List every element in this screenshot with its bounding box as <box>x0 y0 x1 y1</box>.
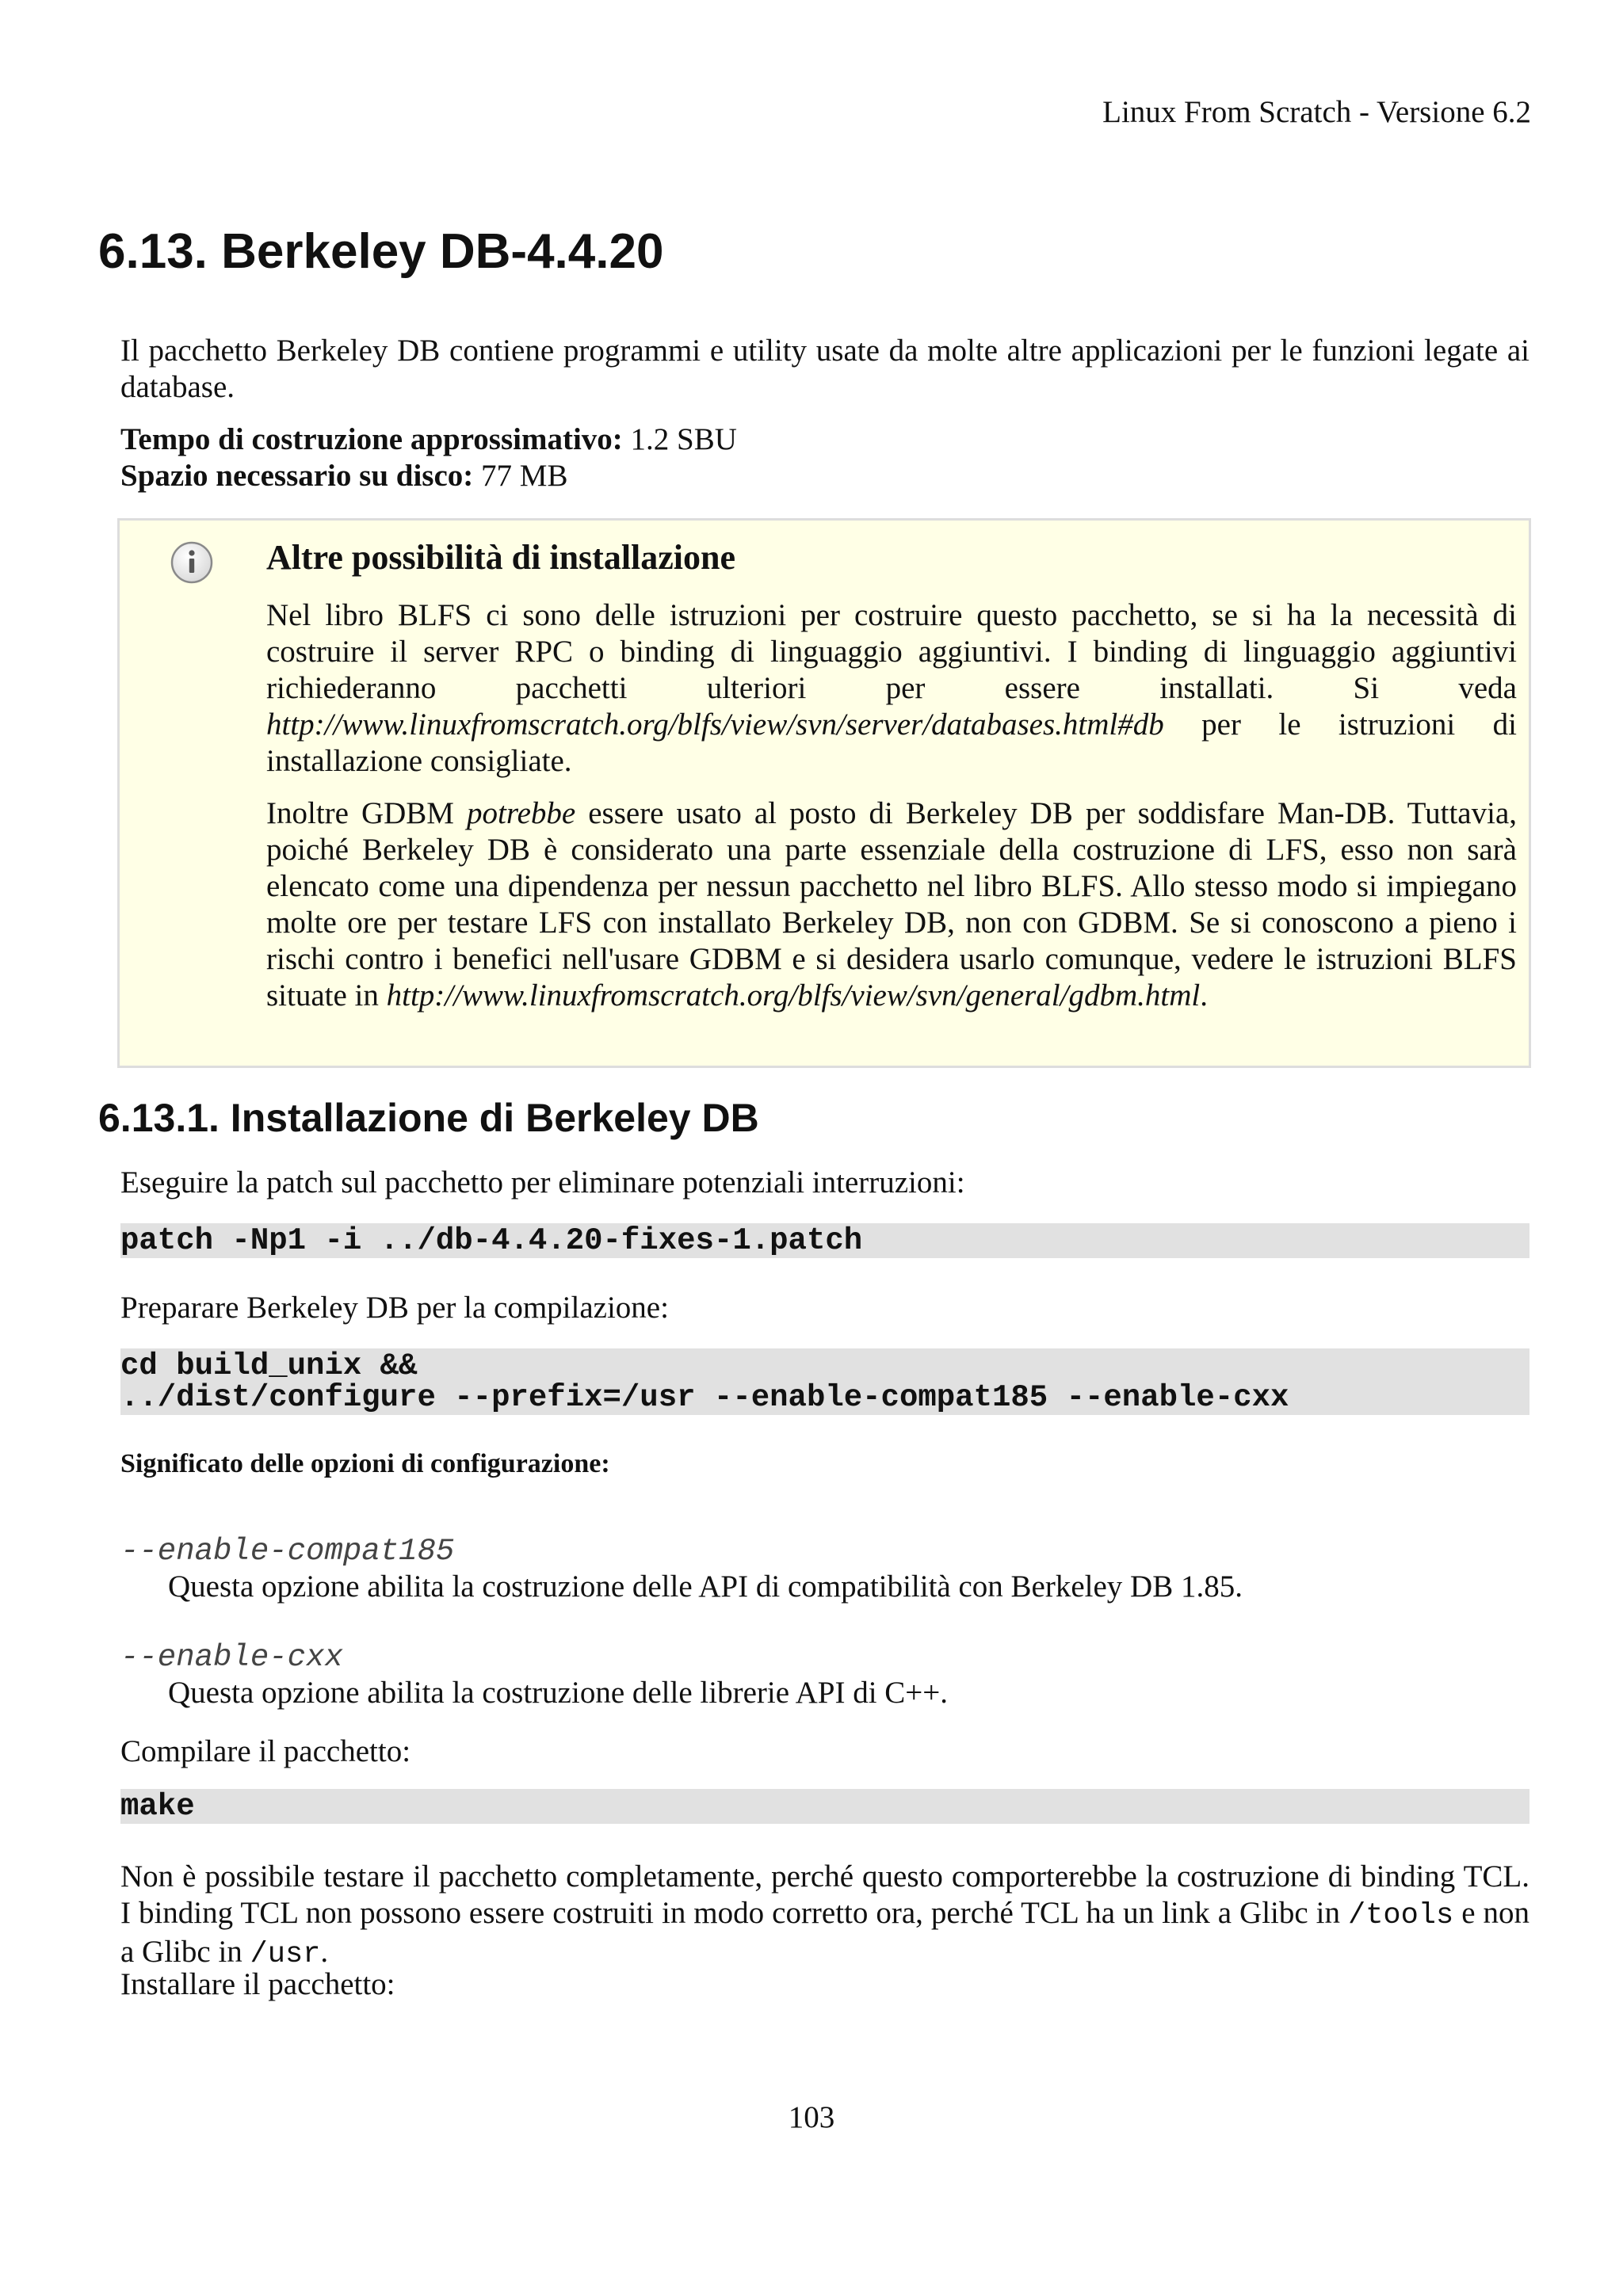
build-time-label: Tempo di costruzione approssimativo: <box>120 422 623 456</box>
test-note-middle: e non a Glibc in <box>120 1896 1529 1969</box>
disk-space <box>120 458 1529 494</box>
build-time-value: 1.2 SBU <box>622 422 737 456</box>
prepare-instruction: Preparare Berkeley DB per la compilazione: <box>120 1291 669 1325</box>
test-note-end: . <box>320 1935 329 1969</box>
note-paragraph-2 <box>266 795 1517 1014</box>
chapter-intro: Il pacchetto Berkeley DB contiene programmi e utility usate da molte altre applicazioni per le funzioni legate ai database. <box>120 334 1529 404</box>
blfs-gdbm-link[interactable]: http://www.linuxfromscratch.org/blfs/view/svn/general/gdbm.html <box>386 978 1201 1013</box>
note-p2-start: Inoltre GDBM <box>266 796 468 830</box>
compile-instruction: Compilare il pacchetto: <box>120 1734 411 1768</box>
disk-space-value: 77 MB <box>473 459 568 493</box>
note-paragraph-1 <box>266 597 1517 780</box>
info-icon <box>170 540 214 585</box>
section-title: 6.13.1. Installazione di Berkeley DB <box>98 1096 759 1140</box>
patch-command: patch -Np1 -i ../db-4.4.20-fixes-1.patch <box>120 1223 1529 1258</box>
page-number: 103 <box>788 2100 835 2134</box>
note-p2-middle: essere usato al posto di Berkeley DB per soddisfare Man-DB. Tuttavia, poiché Berkeley DB è considerato una parte essenziale della costruzione di LFS, esso non sarà elencato come una dipendenza per nessun pacchetto nel libro BLFS. Allo stesso modo si impiegano molte ore per testare LFS con installato Berkeley DB, non con GDBM. Se si conoscono a pieno i rischi contro i benefici nell'usare GDBM e si desidera usarlo comunque, vedere le istruzioni BLFS situate in <box>266 796 1518 1013</box>
option-desc-cxx: Questa opzione abilita la costruzione delle librerie API di C++. <box>168 1676 949 1710</box>
test-note-paragraph <box>120 1859 1529 1973</box>
package-meta <box>120 421 1529 494</box>
running-header: Linux From Scratch - Versione 6.2 <box>1102 95 1531 129</box>
note-p1-end: per le istruzioni di installazione consigliate. <box>266 707 1517 778</box>
test-note-start: Non è possibile testare il pacchetto completamente, perché questo comporterebbe la costruzione di binding TCL. I binding TCL non possono essere costruiti in modo corretto ora, perché TCL ha un link a Glibc in <box>120 1859 1529 1930</box>
chapter-title: 6.13. Berkeley DB-4.4.20 <box>98 224 664 279</box>
option-desc-compat185: Questa opzione abilita la costruzione delle API di compatibilità con Berkeley DB 1.85. <box>168 1569 1243 1604</box>
note-title: Altre possibilità di installazione <box>266 538 736 577</box>
option-term-compat185: --enable-compat185 <box>120 1534 455 1569</box>
install-instruction: Installare il pacchetto: <box>120 1967 395 2001</box>
blfs-databases-link[interactable]: http://www.linuxfromscratch.org/blfs/view/svn/server/databases.html#db <box>266 707 1164 742</box>
make-command: make <box>120 1789 1529 1824</box>
build-time <box>120 421 1529 458</box>
note-p2-emphasis: potrebbe <box>467 796 576 830</box>
usr-path: /usr <box>250 1938 321 1971</box>
disk-space-label: Spazio necessario su disco: <box>120 459 474 493</box>
note-p2-end: . <box>1200 978 1208 1013</box>
patch-instruction: Eseguire la patch sul pacchetto per eliminare potenziali interruzioni: <box>120 1165 965 1199</box>
options-heading: Significato delle opzioni di configurazione: <box>120 1449 610 1478</box>
tools-path: /tools <box>1347 1899 1454 1932</box>
configure-command: cd build_unix && ../dist/configure --prefix=/usr --enable-compat185 --enable-cxx <box>120 1348 1529 1415</box>
note-p1-text: Nel libro BLFS ci sono delle istruzioni per costruire questo pacchetto, se si ha la necessità di costruire il server RPC o binding di linguaggio aggiuntivi. I binding di linguaggio aggiuntivi richiederanno pacchetti ulteriori per essere installati. Si veda <box>266 598 1517 705</box>
option-term-cxx: --enable-cxx <box>120 1640 343 1675</box>
